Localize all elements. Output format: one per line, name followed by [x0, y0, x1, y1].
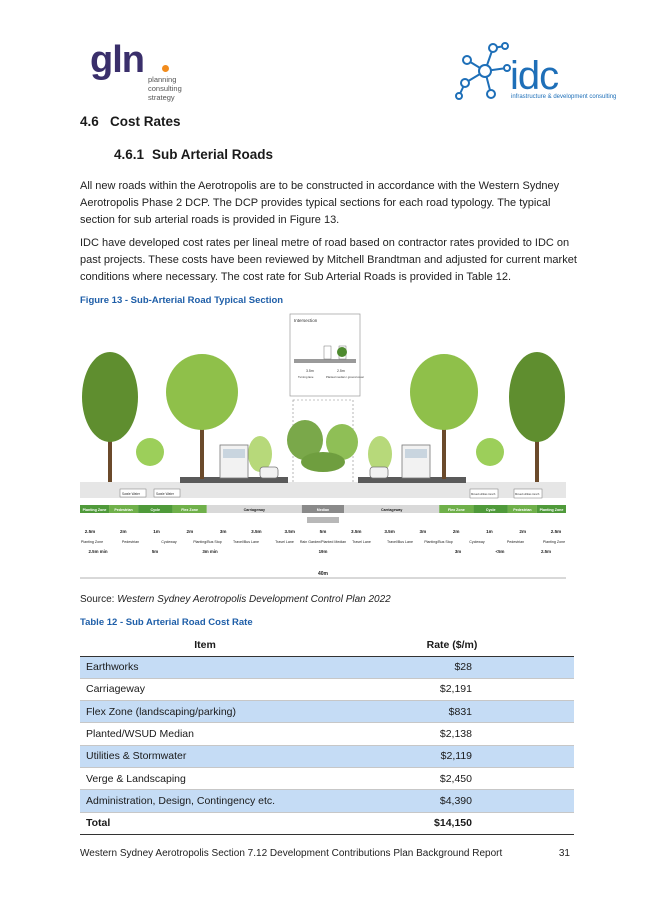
page-number: 31 — [558, 848, 570, 859]
total-value: $14,150 — [330, 812, 574, 834]
inset-dim: 2.5m — [337, 369, 345, 373]
sub-dimension-value: 2.5m — [540, 549, 552, 554]
utility-label: Moved utilities trench — [471, 493, 496, 496]
zone-band-label: Pedestrian — [513, 508, 532, 512]
trees-right — [368, 352, 565, 482]
section-heading — [80, 114, 181, 129]
table-caption: Table 12 - Sub Arterial Road Cost Rate — [80, 617, 253, 628]
dimension-value: 3m — [419, 529, 427, 534]
column-header-rate: Rate ($/m) — [330, 634, 574, 656]
gln-logo — [90, 40, 190, 102]
inset-title: Intersection — [294, 318, 318, 323]
zone-label: Travel Lane — [275, 540, 294, 544]
table-row — [80, 678, 574, 700]
dimension-value: 2m — [186, 529, 194, 534]
cost-rate-table — [80, 634, 574, 835]
dimension-value: 2m — [519, 529, 527, 534]
total-width: 40m — [317, 571, 329, 577]
cell-item: Flex Zone (landscaping/parking) — [80, 701, 330, 723]
sub-dimension-value: 3m min — [202, 549, 218, 554]
table-row — [80, 723, 574, 745]
subsection-number: 4.6.1 — [114, 147, 145, 162]
table-header-row — [80, 634, 574, 656]
zone-band-label: Median — [316, 508, 330, 512]
dimension-value: 2m — [119, 529, 127, 534]
gln-logo-word: gln — [90, 39, 144, 81]
dimension-value: 2.5m — [84, 529, 96, 534]
gln-logo-tagline — [148, 75, 182, 102]
page-footer — [80, 848, 570, 859]
cell-rate: $831 — [330, 701, 574, 723]
zone-band-label: Carriageway — [380, 508, 403, 512]
table-row — [80, 790, 574, 812]
inset-label: Planted median / ground cover — [326, 375, 365, 379]
idc-logo — [455, 38, 617, 104]
zone-label: Planting Zone — [542, 540, 566, 544]
cell-item: Planted/WSUD Median — [80, 723, 330, 745]
sub-dimension-value: 19m — [318, 549, 328, 554]
road-section-figure — [80, 312, 566, 587]
sub-dimension-value: <5m — [495, 549, 505, 554]
zone-band-label: Planting Zone — [539, 508, 564, 512]
idc-logo-tagline: infrastructure & development consulting — [511, 94, 617, 100]
dimension-value: 2m — [452, 529, 460, 534]
utility-label: Swale Water — [156, 492, 174, 496]
zone-band — [80, 505, 566, 513]
zone-label: Planting/Bus Stop — [424, 540, 453, 544]
zone-label: Planting Zone — [80, 540, 104, 544]
footer-text: Western Sydney Aerotropolis Section 7.12 Development Contributions Plan Background Report — [80, 848, 503, 859]
zone-band-label: Pedestrian — [114, 508, 133, 512]
cell-item: Earthworks — [80, 656, 330, 678]
zone-label: Planting/Bus Stop — [193, 540, 222, 544]
table-row — [80, 656, 574, 678]
cell-rate: $28 — [330, 656, 574, 678]
zone-label: Rain Garden/Planted Median — [299, 540, 347, 544]
gln-tagline-line: consulting — [148, 84, 182, 93]
sub-dimension-value: 2.5m min — [88, 549, 108, 554]
zone-label: Pedestrian — [121, 540, 140, 544]
gln-logo-dot — [162, 65, 169, 72]
zone-label: Travel Lane — [352, 540, 371, 544]
gln-tagline-line: planning — [148, 75, 177, 84]
body-paragraph: IDC have developed cost rates per lineal metre of road based on contractor rates provided to IDC on past projects. These costs have been reviewed by Mitchell Brandtman and adjusted for current market conditions where necessary. The cost rate for Sub Arterial Roads is provided in Table 12. — [80, 237, 577, 283]
zone-band-label: Flex Zone — [447, 508, 465, 512]
table-total-row — [80, 812, 574, 834]
zone-label: Cycleway — [161, 540, 177, 544]
median-marker — [307, 517, 339, 523]
dimension-value: 2.5m — [550, 529, 562, 534]
source-title: Western Sydney Aerotropolis Development Control Plan 2022 — [117, 594, 391, 605]
subsection-title: Sub Arterial Roads — [152, 147, 274, 162]
utility-label: Swale Water — [122, 492, 140, 496]
dimension-value: 3.5m — [251, 529, 262, 534]
median-planting — [287, 420, 358, 472]
sub-dimension-row — [88, 549, 551, 554]
dimension-value: 1m — [486, 529, 493, 534]
zone-label: Pedestrian — [506, 540, 525, 544]
dimension-value: 3.5m — [284, 529, 295, 534]
utility-label: Moved utilities trench — [515, 493, 540, 496]
zone-band-label: Planting Zone — [82, 508, 107, 512]
zone-band-label: Cycle — [150, 508, 161, 512]
cell-item: Carriageway — [80, 678, 330, 700]
cell-item: Verge & Landscaping — [80, 767, 330, 789]
dimension-value: 3.5m — [351, 529, 362, 534]
source-prefix: Source: — [80, 594, 118, 605]
gln-tagline-line: strategy — [148, 93, 175, 102]
figure-source — [80, 594, 391, 605]
zone-label: Cycleway — [469, 540, 485, 544]
cell-rate: $2,450 — [330, 767, 574, 789]
idc-network-icon — [455, 38, 515, 104]
zone-band-label: Cycle — [485, 508, 496, 512]
cell-rate: $2,119 — [330, 745, 574, 767]
column-header-item: Item — [80, 634, 330, 656]
zone-band-label: Carriageway — [243, 508, 266, 512]
dimension-value: 3m — [219, 529, 227, 534]
cell-item: Administration, Design, Contingency etc. — [80, 790, 330, 812]
idc-logo-word: idc — [510, 54, 559, 98]
intersection-inset — [290, 314, 364, 396]
table-row — [80, 745, 574, 767]
total-label: Total — [80, 812, 330, 834]
section-number: 4.6 — [80, 114, 99, 129]
dimension-value: 1m — [153, 529, 160, 534]
cell-item: Utilities & Stormwater — [80, 745, 330, 767]
zone-label: Travel/Bus Lane — [232, 540, 260, 544]
zone-label: Travel/Bus Lane — [386, 540, 414, 544]
dimension-row — [85, 529, 561, 534]
figure-caption: Figure 13 - Sub-Arterial Road Typical Section — [80, 295, 284, 306]
zone-band-label: Flex Zone — [181, 508, 199, 512]
table-row — [80, 767, 574, 789]
label-row — [81, 540, 565, 544]
dimension-value: 5m — [319, 529, 327, 534]
subsection-heading — [114, 147, 273, 162]
body-paragraph: All new roads within the Aerotropolis are to be constructed in accordance with the Western Sydney Aerotropolis Phase 2 DCP. The DCP provides typical sections for each road typology. The typical section for sub arterial roads is provided in Figure 13. — [80, 180, 560, 226]
sub-dimension-value: 3m — [454, 549, 462, 554]
section-title: Cost Rates — [110, 114, 181, 129]
inset-label: Turning lane — [298, 375, 314, 379]
dimension-value: 3.5m — [384, 529, 395, 534]
inset-dim: 3.5m — [306, 369, 314, 373]
cell-rate: $2,191 — [330, 678, 574, 700]
sub-dimension-value: 5m — [151, 549, 159, 554]
cell-rate: $4,390 — [330, 790, 574, 812]
table-row — [80, 701, 574, 723]
cell-rate: $2,138 — [330, 723, 574, 745]
